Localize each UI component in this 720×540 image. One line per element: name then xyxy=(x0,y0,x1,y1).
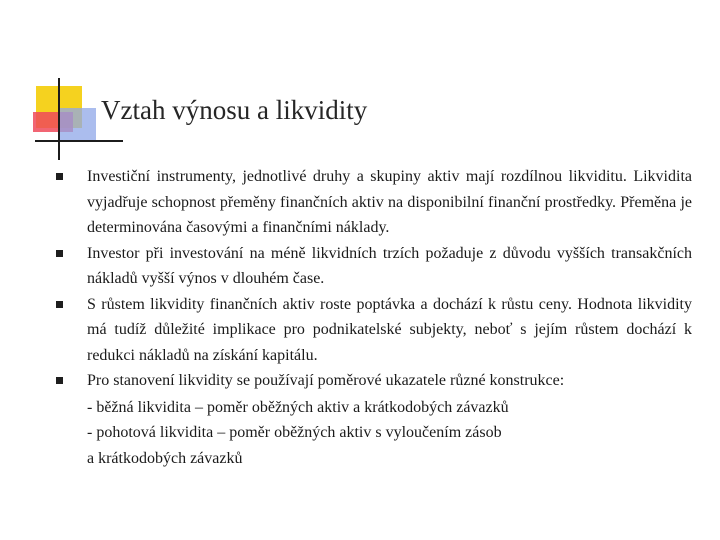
bullet-item xyxy=(56,368,692,394)
slide-title: Vztah výnosu a likvidity xyxy=(101,95,368,125)
bullet-item xyxy=(56,292,692,369)
slide-content xyxy=(56,164,692,471)
bullet-text: Pro stanovení likvidity se používají poměrové ukazatele různé konstrukce: xyxy=(87,372,565,389)
bullet-list xyxy=(56,164,692,394)
bullet-text: S růstem likvidity finančních aktiv roste poptávka a dochází k růstu ceny. Hodnota likvidity má tudíž důležité implikace pro podnikatelské subjekty, neboť s jejím růstem dochází k redukci nákladů na získání kapitálu. xyxy=(87,295,692,364)
logo-blue-square xyxy=(60,108,96,140)
bullet-square-icon xyxy=(56,173,63,180)
bullet-square-icon xyxy=(56,250,63,257)
bullet-item xyxy=(56,164,692,241)
bullet-item xyxy=(56,241,692,292)
sub-line: a krátkodobých závazků xyxy=(87,449,243,467)
sub-line: - běžná likvidita – poměr oběžných aktiv a krátkodobých závazků xyxy=(87,398,509,416)
sub-line: - pohotová likvidita – poměr oběžných aktiv s vyloučením zásob xyxy=(87,424,502,441)
logo-horizontal-line xyxy=(35,140,123,142)
bullet-text: Investiční instrumenty, jednotlivé druhy a skupiny aktiv mají rozdílnou likviditu. Likvidita vyjadřuje schopnost přeměny finančních aktiv na disponibilní finanční prostředky. Přeměna je determinována časovými a finančními náklady. xyxy=(87,168,692,236)
bullet-square-icon xyxy=(56,377,63,384)
logo-vertical-line xyxy=(58,78,60,160)
bullet-square-icon xyxy=(56,301,63,308)
bullet-text: Investor při investování na méně likvidních trzích požaduje z důvodu vyšších transakčních nákladů vyšší výnos v dlouhém čase. xyxy=(87,244,692,287)
